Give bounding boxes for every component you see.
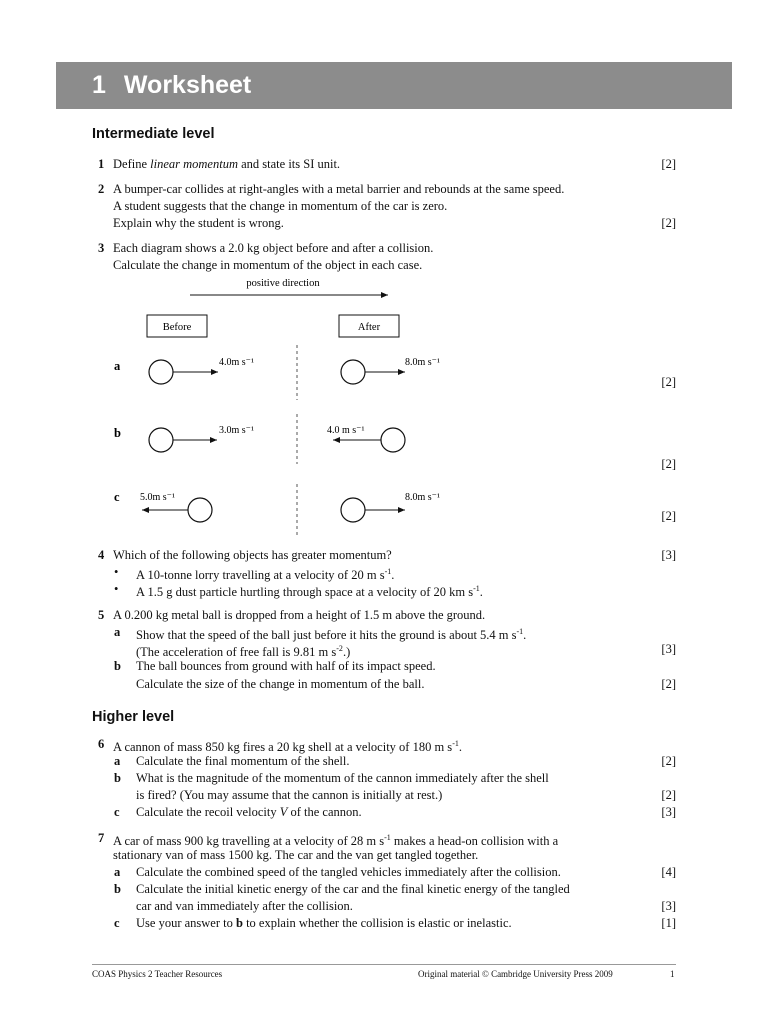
q5a-label: a: [114, 625, 121, 639]
worksheet-title: Worksheet: [123, 71, 252, 99]
row-b-after-velocity: 4.0 m s⁻¹: [327, 425, 365, 436]
row-b-before-velocity: 3.0m s⁻¹: [219, 425, 254, 436]
q6a-text: Calculate the final momentum of the shell.: [136, 754, 350, 768]
q2-line1: A bumper-car collides at right-angles with a metal barrier and rebounds at the same speed.: [113, 182, 565, 196]
q4-option-2: A 1.5 g dust particle hurtling through space at a velocity of 20 km $s^{-1}$.: [136, 584, 483, 600]
row-b-label: b: [114, 426, 121, 440]
q6b-marks: [2]: [661, 788, 676, 802]
q3-line2: Calculate the change in momentum of the object in each case.: [113, 258, 423, 272]
row-c-label: c: [114, 490, 120, 504]
q1-marks: [2]: [661, 157, 676, 171]
q5b-label: b: [114, 659, 121, 673]
row-b-before-ball: [149, 428, 173, 452]
q5a-marks: [3]: [661, 642, 676, 656]
q4-bullet-1: •: [114, 565, 119, 579]
q2-number: 2: [98, 182, 105, 196]
q5b-marks: [2]: [661, 677, 676, 691]
row-c-after-ball: [341, 498, 365, 522]
q5a-line2: (The acceleration of free fall is 9.81 m $s^{-2}$.): [136, 644, 351, 660]
q7b-marks: [3]: [661, 899, 676, 913]
q6a-marks: [2]: [661, 754, 676, 768]
q7-line1: A car of mass 900 kg travelling at a velocity of 28 m $s^{-1}$ makes a head-on collision with a: [113, 833, 559, 849]
q6-stem: A cannon of mass 850 kg fires a 20 kg shell at a velocity of 180 m $s^{-1}$.: [113, 739, 462, 755]
positive-direction-label: positive direction: [246, 278, 320, 289]
q4-marks: [3]: [661, 548, 676, 562]
q6c-marks: [3]: [661, 805, 676, 819]
q4-bullet-2: •: [114, 582, 119, 596]
q7c-text: Use your answer to b to explain whether the collision is elastic or inelastic.: [136, 916, 512, 930]
q3b-marks: [2]: [661, 457, 676, 471]
q5b-line2: Calculate the size of the change in momentum of the ball.: [136, 677, 425, 691]
q7a-label: a: [114, 865, 121, 879]
q3-line1: Each diagram shows a 2.0 kg object before and after a collision.: [113, 241, 434, 255]
q1-text: Define linear momentum and state its SI unit.: [113, 157, 341, 171]
row-a-after-ball: [341, 360, 365, 384]
q5b-line1: The ball bounces from ground with half of its impact speed.: [136, 659, 436, 673]
q7b-line2: car and van immediately after the collision.: [136, 899, 353, 913]
q6-number: 6: [98, 737, 105, 751]
q7b-line1: Calculate the initial kinetic energy of the car and the final kinetic energy of the tangled: [136, 882, 570, 896]
q6a-label: a: [114, 754, 121, 768]
q5-stem: A 0.200 kg metal ball is dropped from a height of 1.5 m above the ground.: [113, 608, 486, 622]
row-a-before-velocity: 4.0m s⁻¹: [219, 357, 254, 368]
q7c-label: c: [114, 916, 120, 930]
q2-line3: Explain why the student is wrong.: [113, 216, 284, 230]
q5a-line1: Show that the speed of the ball just before it hits the ground is about 5.4 m $s^{-1}$.: [136, 627, 527, 643]
row-c-before-ball: [188, 498, 212, 522]
q2-marks: [2]: [661, 216, 676, 230]
q6b-line2: is fired? (You may assume that the cannon is initially at rest.): [136, 788, 443, 802]
worksheet-number: 1: [92, 71, 106, 99]
q6c-label: c: [114, 805, 120, 819]
section-intermediate: Intermediate level: [92, 126, 215, 142]
page-number: 1: [670, 969, 675, 979]
row-a-after-velocity: 8.0m s⁻¹: [405, 357, 440, 368]
section-higher: Higher level: [92, 709, 175, 725]
q7b-label: b: [114, 882, 121, 896]
q3c-marks: [2]: [661, 509, 676, 523]
footer-rule: [92, 964, 676, 965]
q4-stem: Which of the following objects has greater momentum?: [113, 548, 392, 562]
row-b-after-ball: [381, 428, 405, 452]
footer-left: COAS Physics 2 Teacher Resources: [92, 969, 223, 979]
q5-number: 5: [98, 608, 105, 622]
q6b-label: b: [114, 771, 121, 785]
q7c-marks: [1]: [661, 916, 676, 930]
q4-number: 4: [98, 548, 105, 562]
q6b-line1: What is the magnitude of the momentum of the cannon immediately after the shell: [136, 771, 549, 785]
q6c-text: Calculate the recoil velocity V of the cannon.: [136, 805, 362, 819]
q7a-text: Calculate the combined speed of the tangled vehicles immediately after the collision.: [136, 865, 561, 879]
q3-number: 3: [98, 241, 105, 255]
row-c-before-velocity: 5.0m s⁻¹: [140, 492, 175, 503]
q2-line2: A student suggests that the change in momentum of the car is zero.: [113, 199, 448, 213]
q4-option-1: A 10-tonne lorry travelling at a velocity of 20 m $s^{-1}$.: [136, 567, 395, 583]
row-a-before-ball: [149, 360, 173, 384]
before-label: Before: [162, 322, 192, 333]
q7a-marks: [4]: [661, 865, 676, 879]
row-a-label: a: [114, 359, 121, 373]
q1-number: 1: [98, 157, 105, 171]
row-c-after-velocity: 8.0m s⁻¹: [405, 492, 440, 503]
q7-number: 7: [98, 831, 105, 845]
after-label: After: [357, 322, 381, 333]
q3a-marks: [2]: [661, 375, 676, 389]
q7-line2: stationary van of mass 1500 kg. The car and the van get tangled together.: [113, 848, 479, 862]
footer-copyright: Original material © Cambridge University Press 2009: [418, 969, 613, 979]
